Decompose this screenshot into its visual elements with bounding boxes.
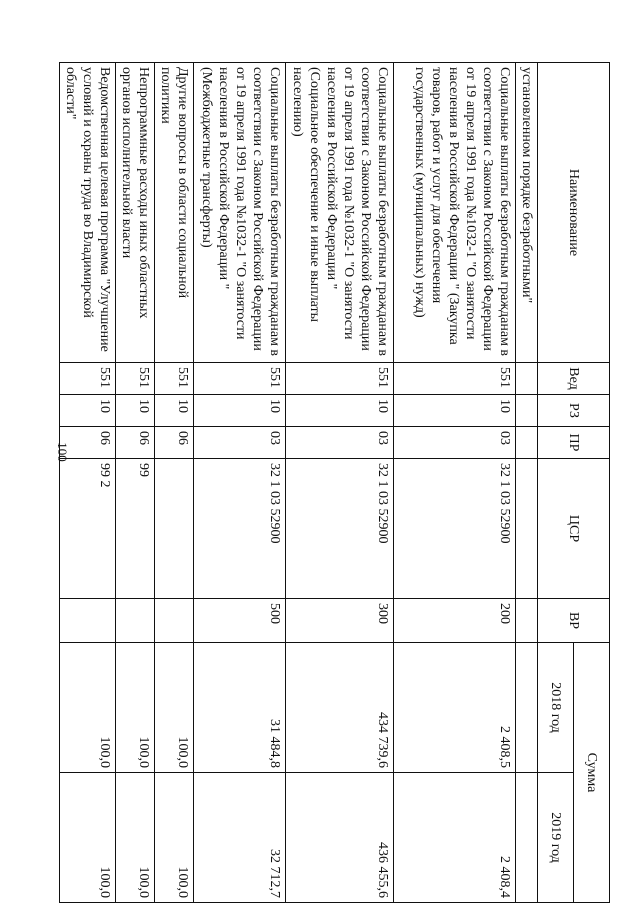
table-row xyxy=(194,63,286,903)
table-row xyxy=(155,63,194,903)
row-rz xyxy=(516,395,538,427)
row-2018: 100,0 xyxy=(155,643,194,773)
table-header xyxy=(538,63,610,903)
table-row xyxy=(394,63,516,903)
header-pr: ПР xyxy=(538,427,610,459)
row-name: Социальные выплаты безработным гражданам в соответствии с Законом Российской Федерации от 19 апреля 1991 года №1032-1 "О занятости населения в Российской Федерации " (Закупка товаров, работ и услуг для обеспечения государственных (муниципальных) нужд) xyxy=(394,63,516,363)
row-2019: 100,0 xyxy=(155,773,194,903)
row-name: Другие вопросы в области социальной политики xyxy=(155,63,194,363)
row-ved: 551 xyxy=(60,363,116,395)
table-body xyxy=(60,63,538,903)
row-vr: 500 xyxy=(194,599,286,643)
row-rz: 10 xyxy=(394,395,516,427)
header-csr: ЦСР xyxy=(538,459,610,599)
row-rz: 10 xyxy=(286,395,394,427)
row-ved: 551 xyxy=(286,363,394,395)
row-rz: 10 xyxy=(194,395,286,427)
table-row xyxy=(286,63,394,903)
header-2019: 2019 год xyxy=(538,773,574,903)
row-pr: 03 xyxy=(194,427,286,459)
row-csr: 99 xyxy=(116,459,155,599)
row-2019: 100,0 xyxy=(116,773,155,903)
table-row xyxy=(516,63,538,903)
table-row xyxy=(60,63,116,903)
row-name: Ведомственная целевая программа "Улучшение условий и охраны труда во Владимирской области" xyxy=(60,63,116,363)
row-name: установленном порядке безработными" xyxy=(516,63,538,363)
row-pr: 06 xyxy=(155,427,194,459)
row-pr: 06 xyxy=(116,427,155,459)
row-csr: 32 1 03 52900 xyxy=(194,459,286,599)
header-2018: 2018 год xyxy=(538,643,574,773)
header-ved: Вед xyxy=(538,363,610,395)
row-name: Социальные выплаты безработным гражданам в соответствии с Законом Российской Федерации от 19 апреля 1991 года №1032-1 "О занятости населения в Российской Федерации " (Межбюджетные трансферты) xyxy=(194,63,286,363)
row-vr: 200 xyxy=(394,599,516,643)
row-2019 xyxy=(516,773,538,903)
row-csr xyxy=(155,459,194,599)
row-vr xyxy=(516,599,538,643)
row-pr: 03 xyxy=(394,427,516,459)
row-ved: 551 xyxy=(394,363,516,395)
row-csr: 32 1 03 52900 xyxy=(394,459,516,599)
row-pr: 06 xyxy=(60,427,116,459)
row-vr: 300 xyxy=(286,599,394,643)
row-ved xyxy=(516,363,538,395)
row-csr xyxy=(516,459,538,599)
row-2018: 434 739,6 xyxy=(286,643,394,773)
row-ved: 551 xyxy=(155,363,194,395)
row-2019: 32 712,7 xyxy=(194,773,286,903)
row-name: Социальные выплаты безработным гражданам в соответствии с Законом Российской Федерации от 19 апреля 1991 года №1032-1 "О занятости населения в Российской Федерации " (Социальное обеспечение и иные выплаты населению) xyxy=(286,63,394,363)
row-vr xyxy=(155,599,194,643)
row-csr: 32 1 03 52900 xyxy=(286,459,394,599)
row-2019: 100,0 xyxy=(60,773,116,903)
row-name: Непрограммные расходы иных областных органов исполнительной власти xyxy=(116,63,155,363)
row-pr xyxy=(516,427,538,459)
row-ved: 551 xyxy=(194,363,286,395)
header-rz: РЗ xyxy=(538,395,610,427)
rotated-table-container xyxy=(63,62,610,898)
row-2018: 2 408,5 xyxy=(394,643,516,773)
row-vr xyxy=(60,599,116,643)
header-name: Наименование xyxy=(538,63,610,363)
row-2019: 436 455,6 xyxy=(286,773,394,903)
page-number: 100 xyxy=(55,442,70,462)
table-row xyxy=(116,63,155,903)
row-rz: 10 xyxy=(155,395,194,427)
row-2018: 100,0 xyxy=(60,643,116,773)
header-sum: Сумма xyxy=(574,643,610,903)
row-2019: 2 408,4 xyxy=(394,773,516,903)
row-vr xyxy=(116,599,155,643)
row-pr: 03 xyxy=(286,427,394,459)
row-csr: 99 2 xyxy=(60,459,116,599)
row-ved: 551 xyxy=(116,363,155,395)
row-2018: 31 484,8 xyxy=(194,643,286,773)
row-2018 xyxy=(516,643,538,773)
budget-table xyxy=(59,62,610,903)
header-vr: ВР xyxy=(538,599,610,643)
row-rz: 10 xyxy=(60,395,116,427)
row-2018: 100,0 xyxy=(116,643,155,773)
row-rz: 10 xyxy=(116,395,155,427)
